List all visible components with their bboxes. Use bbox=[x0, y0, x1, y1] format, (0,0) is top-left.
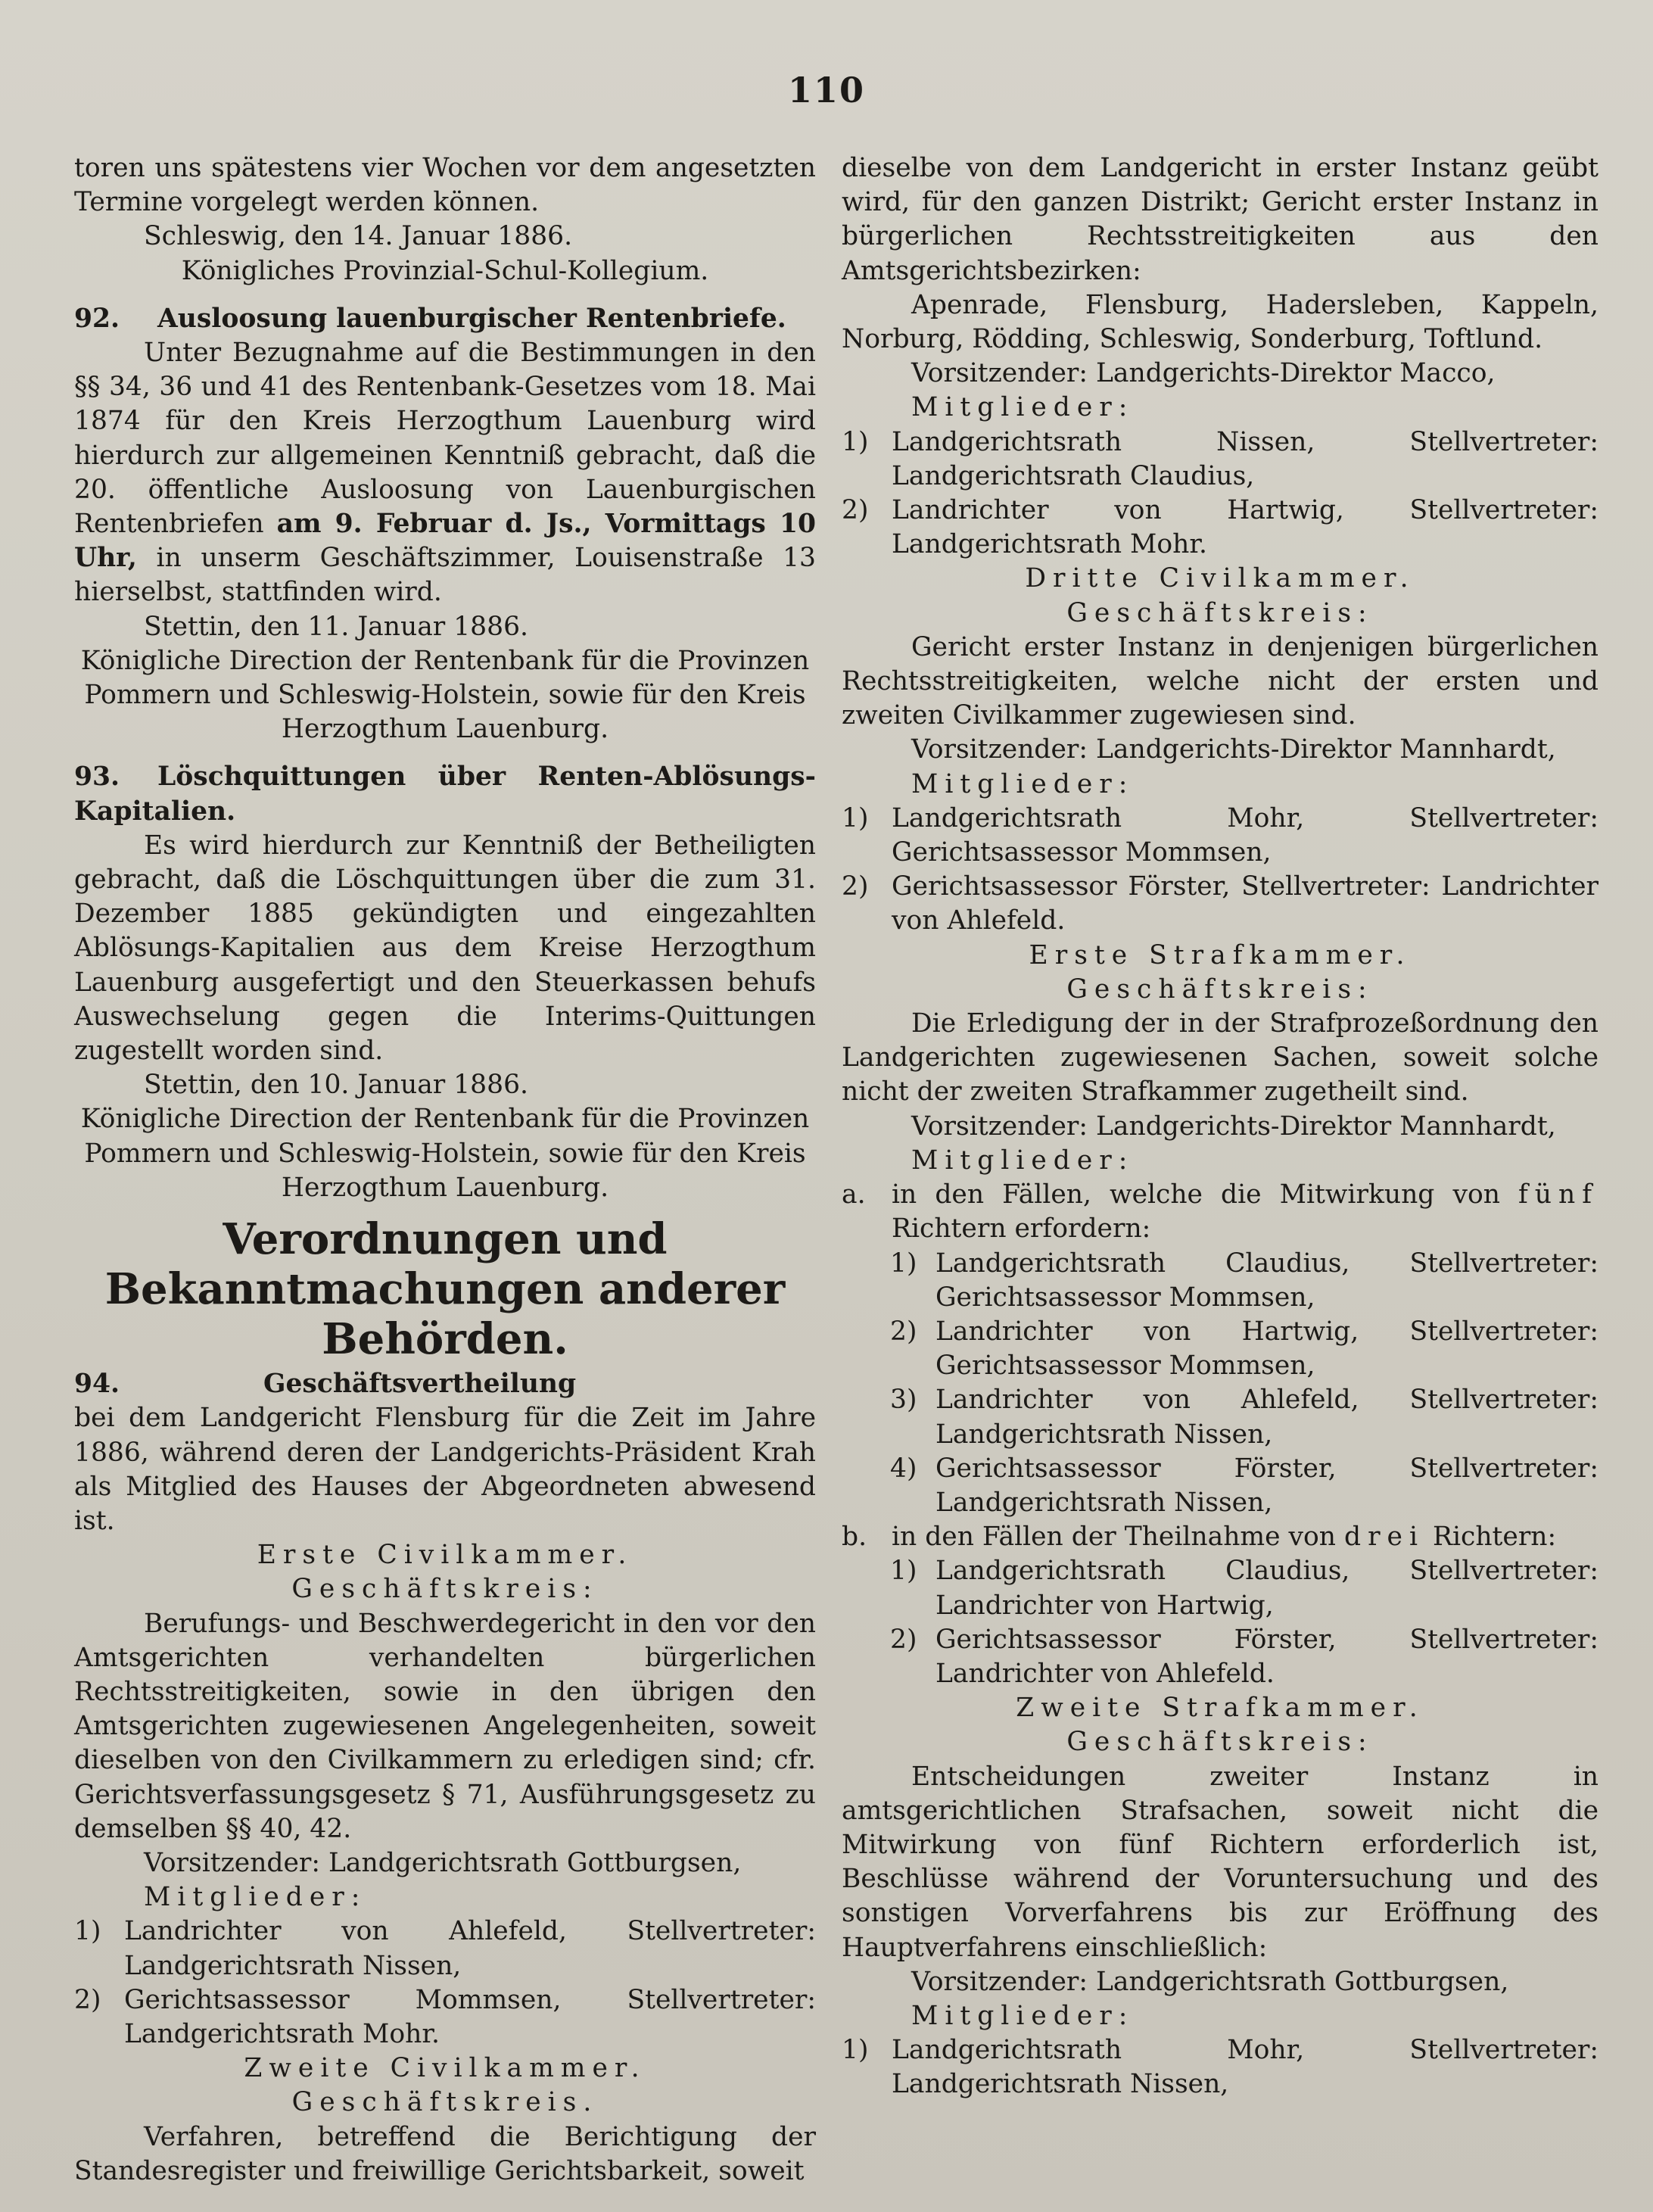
item-number: 1) bbox=[890, 1556, 917, 1587]
continued-text: dieselbe von dem Landgericht in erster Instanz geübt wird, für den ganzen Distrikt; Gericht erster Instanz in bürgerlichen Rechtsstreitigkeiten aus den Amtsgerichtsbezirken: bbox=[842, 153, 1599, 286]
item-number: 2) bbox=[890, 1316, 917, 1347]
date-line: Stettin, den 11. Januar 1886. bbox=[144, 611, 528, 642]
chair-line: Vorsitzender: Landgerichts-Direktor Mannhardt, bbox=[911, 734, 1556, 765]
item-text: Gerichtsassessor Förster, Stellvertreter: Landrichter von Ahlefeld. bbox=[892, 871, 1599, 936]
member-item bbox=[74, 1914, 816, 1983]
section-number: 94. bbox=[74, 1369, 120, 1400]
chair-line: Vorsitzender: Landgerichtsrath Gottburgsen, bbox=[911, 1966, 1509, 1997]
section-number: 92. bbox=[74, 303, 120, 334]
item-text: Landgerichtsrath Mohr, Stellvertreter: Gerichtsassessor Mommsen, bbox=[892, 802, 1599, 868]
item-text: Gerichtsassessor Förster, Stellvertreter: Landgerichtsrath Nissen, bbox=[935, 1453, 1599, 1518]
chapter-heading: Verordnungen und Bekanntmachungen anderer Behörden. bbox=[104, 1214, 786, 1365]
left-column bbox=[74, 151, 816, 2189]
section-number: 93. bbox=[74, 762, 120, 793]
members-heading: Mitglieder: bbox=[911, 1145, 1135, 1176]
section-body-92 bbox=[74, 336, 816, 610]
item-number: 2) bbox=[842, 871, 869, 902]
item-number: 2) bbox=[842, 495, 869, 526]
members-heading: Mitglieder: bbox=[911, 768, 1135, 799]
item-letter: b. bbox=[842, 1522, 867, 1553]
members-heading: Mitglieder: bbox=[144, 1882, 367, 1913]
chair-line: Vorsitzender: Landgerichts-Direktor Macco, bbox=[911, 358, 1496, 389]
member-item bbox=[842, 1623, 1599, 1691]
member-item bbox=[842, 1383, 1599, 1451]
scope-text: Berufungs- und Beschwerdegericht in den vor den Amtsgerichten verhandelten bürgerlichen Rechtsstreitigkeiten, sowie in den übrigen den Amtsgerichten zugewiesenen Angelegenheiten, soweit dieselben von den Civilkammern zu erledigen sind; cfr. Gerichtsverfassungsgesetz § 71, Ausführungsgesetz zu demselben §§ 40, 42. bbox=[74, 1608, 816, 1844]
text-part: in den Fällen, welche die Mitwirkung von bbox=[892, 1179, 1500, 1210]
scope-heading: Geschäftskreis: bbox=[1066, 597, 1374, 628]
chamber-heading: Dritte Civilkammer. bbox=[1025, 563, 1415, 594]
section-heading-94 bbox=[74, 1367, 816, 1401]
item-text: Gerichtsassessor Mommsen, Stellvertreter: Landgerichtsrath Mohr. bbox=[124, 1984, 816, 2049]
chamber-heading: Zweite Civilkammer. bbox=[244, 2053, 646, 2084]
item-text bbox=[892, 1520, 1599, 1554]
section-intro-94: bei dem Landgericht Flensburg für die Zeit im Jahre 1886, während deren der Landgerichts-Präsident Krah als Mitglied des Hauses der Abgeordneten abwesend ist. bbox=[74, 1403, 816, 1536]
item-text: Landgerichtsrath Claudius, Stellvertreter: Gerichtsassessor Mommsen, bbox=[935, 1248, 1599, 1313]
section-title: Geschäftsvertheilung bbox=[263, 1369, 577, 1400]
bold-date: am 9. Februar d. Js., Vormittags 10 Uhr, bbox=[74, 509, 816, 574]
signature: Königliche Direction der Rentenbank für die Provinzen Pommern und Schleswig-Holstein, sowie für den Kreis Herzogthum Lauenburg. bbox=[80, 1104, 810, 1203]
scope-heading: Geschäftskreis. bbox=[291, 2087, 599, 2118]
section-title: Ausloosung lauenburgischer Rentenbriefe. bbox=[157, 303, 786, 334]
chamber-heading: Erste Strafkammer. bbox=[1029, 939, 1412, 970]
item-text: Landrichter von Hartwig, Stellvertreter: Landgerichtsrath Mohr. bbox=[892, 495, 1599, 560]
scope-text: Gericht erster Instanz in denjenigen bürgerlichen Rechtsstreitigkeiten, welche nicht der ersten und zweiten Civilkammer zugewiesen sind. bbox=[842, 631, 1599, 731]
page-number: 110 bbox=[787, 70, 866, 111]
member-item bbox=[842, 1452, 1599, 1520]
item-number: 2) bbox=[74, 1984, 101, 2015]
members-heading: Mitglieder: bbox=[911, 2000, 1135, 2031]
item-text: Landrichter von Ahlefeld, Stellvertreter: Landgerichtsrath Nissen, bbox=[124, 1916, 816, 1981]
item-letter: a. bbox=[842, 1179, 866, 1210]
chair-line: Vorsitzender: Landgerichts-Direktor Mannhardt, bbox=[911, 1111, 1556, 1142]
member-item bbox=[842, 494, 1599, 562]
section-title: Löschquittungen über Renten-Ablösungs-Kapitalien. bbox=[74, 762, 816, 827]
body-text-end: in unserm Geschäftszimmer, Louisenstraße 13 hierselbst, stattfinden wird. bbox=[74, 543, 817, 608]
chair-line: Vorsitzender: Landgerichtsrath Gottburgsen, bbox=[144, 1847, 742, 1878]
item-number: 1) bbox=[842, 426, 869, 457]
chamber-heading: Erste Civilkammer. bbox=[257, 1540, 633, 1571]
text-part: in den Fällen der Theilnahme von bbox=[892, 1522, 1337, 1553]
chamber-heading: Zweite Strafkammer. bbox=[1016, 1693, 1424, 1724]
item-number: 3) bbox=[890, 1385, 917, 1416]
member-item bbox=[842, 1247, 1599, 1315]
item-text: Landrichter von Ahlefeld, Stellvertreter: Landgerichtsrath Nissen, bbox=[935, 1385, 1599, 1450]
text-part: Richtern erfordern: bbox=[892, 1213, 1151, 1245]
case-item-a bbox=[842, 1178, 1599, 1246]
signature: Königliches Provinzial-Schul-Kollegium. bbox=[181, 255, 709, 286]
scope-text: Entscheidungen zweiter Instanz in amtsgerichtlichen Strafsachen, soweit nicht die Mitwirkung von fünf Richtern erforderlich ist, Beschlüsse während der Voruntersuchung und des sonstigen Vorverfahrens bis zur Eröffnung des Hauptverfahrens einschließlich: bbox=[842, 1761, 1599, 1963]
member-item bbox=[842, 425, 1599, 494]
section-heading-92 bbox=[74, 302, 816, 336]
item-number: 1) bbox=[842, 2035, 869, 2066]
member-item bbox=[74, 1983, 816, 2052]
member-item bbox=[842, 870, 1599, 938]
item-number: 2) bbox=[890, 1624, 917, 1655]
scope-text: Die Erledigung der in der Strafprozeßordnung den Landgerichten zugewiesenen Sachen, soweit solche nicht der zweiten Strafkammer zugetheilt sind. bbox=[842, 1008, 1599, 1108]
text-part: Richtern: bbox=[1432, 1522, 1557, 1553]
member-item bbox=[842, 802, 1599, 870]
scope-text: Verfahren, betreffend die Berichtigung der Standesregister und freiwillige Gerichtsbarkeit, soweit bbox=[74, 2121, 816, 2186]
item-text bbox=[892, 1178, 1599, 1246]
item-text: Landrichter von Hartwig, Stellvertreter: Gerichtsassessor Mommsen, bbox=[935, 1316, 1599, 1382]
case-item-b bbox=[842, 1520, 1599, 1554]
item-number: 1) bbox=[890, 1248, 917, 1279]
item-number: 4) bbox=[890, 1453, 917, 1484]
continued-text: toren uns spätestens vier Wochen vor dem angesetzten Termine vorgelegt werden können. bbox=[74, 153, 816, 218]
item-text: Gerichtsassessor Förster, Stellvertreter: Landrichter von Ahlefeld. bbox=[935, 1624, 1599, 1689]
item-text: Landgerichtsrath Nissen, Stellvertreter: Landgerichtsrath Claudius, bbox=[892, 426, 1599, 491]
item-text: Landgerichtsrath Claudius, Stellvertreter: Landrichter von Hartwig, bbox=[935, 1556, 1599, 1621]
item-text: Landgerichtsrath Mohr, Stellvertreter: Landgerichtsrath Nissen, bbox=[892, 2035, 1599, 2100]
members-heading: Mitglieder: bbox=[911, 392, 1135, 423]
signature: Königliche Direction der Rentenbank für die Provinzen Pommern und Schleswig-Holstein, sowie für den Kreis Herzogthum Lauenburg. bbox=[80, 645, 810, 745]
member-item bbox=[842, 1315, 1599, 1383]
date-line: Schleswig, den 14. Januar 1886. bbox=[144, 221, 573, 252]
right-column bbox=[842, 151, 1599, 2102]
date-line: Stettin, den 10. Januar 1886. bbox=[144, 1070, 528, 1101]
body-text: Unter Bezugnahme auf die Bestimmungen in den §§ 34, 36 und 41 des Rentenbank-Gesetzes vom 18. Mai 1874 für den Kreis Herzogthum Lauenburg wird hierdurch zur allgemeinen Kenntniß gebracht, daß die 20. öffentliche Ausloosung von Lauenburgischen Rentenbriefen bbox=[74, 338, 816, 540]
section-heading-93 bbox=[74, 760, 816, 828]
scope-heading: Geschäftskreis: bbox=[291, 1574, 599, 1605]
scope-heading: Geschäftskreis: bbox=[1066, 1727, 1374, 1758]
member-item bbox=[842, 2033, 1599, 2101]
member-item bbox=[842, 1554, 1599, 1622]
item-number: 1) bbox=[842, 802, 869, 833]
scope-heading: Geschäftskreis: bbox=[1066, 974, 1374, 1005]
spaced-word: fünf bbox=[1518, 1179, 1599, 1210]
section-body-93: Es wird hierdurch zur Kenntniß der Betheiligten gebracht, daß die Löschquittungen über die zum 31. Dezember 1885 gekündigten und eingezahlten Ablösungs-Kapitalien aus dem Kreise Herzogthum Lauenburg ausgefertigt und den Steuerkassen behufs Auswechselung gegen die Interims-Quittungen zugestellt worden sind. bbox=[74, 830, 816, 1067]
spaced-word: drei bbox=[1343, 1522, 1425, 1553]
places-list: Apenrade, Flensburg, Hadersleben, Kappeln, Norburg, Rödding, Schleswig, Sonderburg, Toftlund. bbox=[842, 289, 1599, 355]
item-number: 1) bbox=[74, 1916, 101, 1947]
